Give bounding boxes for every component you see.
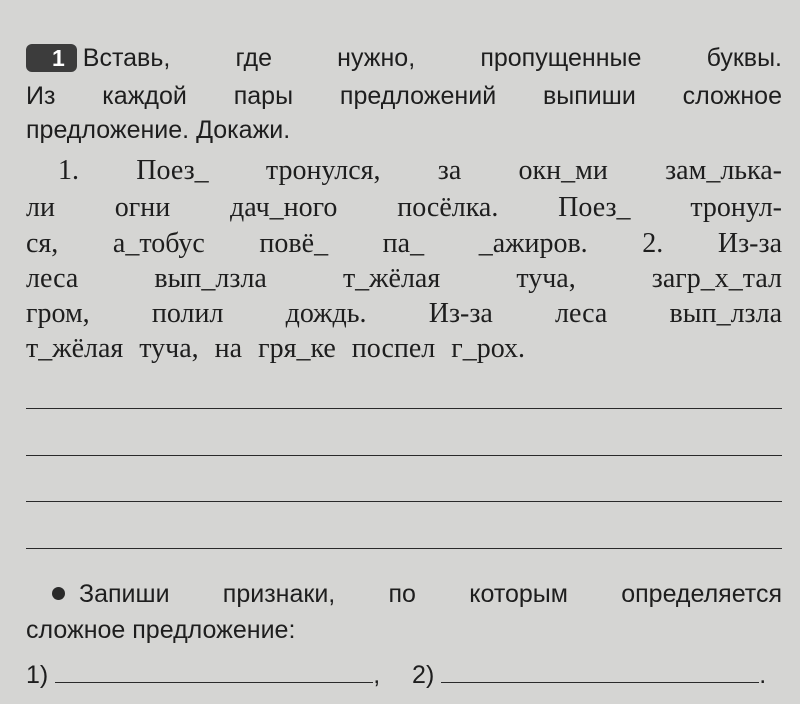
task-number-badge: 1 — [26, 44, 77, 72]
comma: , — [373, 661, 381, 689]
task-header-line-3: предложение. Докажи. — [26, 116, 291, 144]
exercise-line: 1. Поез_ тронулся, за окн_ми зам_лька- — [58, 155, 782, 186]
exercise-line: ся, а_тобус повё_ па_ _ажиров. 2. Из-за — [26, 228, 782, 259]
exercise-line: гром, полил дождь. Из-за леса вып_лзла — [26, 298, 782, 329]
question-line-1 — [26, 580, 782, 609]
period: . — [759, 661, 767, 689]
exercise-line: т_жёлая туча, на гря_ке поспел г_рох. — [26, 333, 526, 364]
exercise-line: леса вып_лзла т_жёлая туча, загр_х_тал — [26, 263, 782, 294]
answer-2-blank[interactable] — [441, 660, 759, 683]
answer-line[interactable] — [26, 501, 782, 502]
question-line-2: сложное предложение: — [26, 616, 296, 644]
answer-1-label: 1) — [26, 661, 49, 689]
answer-row — [26, 660, 782, 690]
task-header-line-1 — [26, 44, 782, 73]
exercise-line: ли огни дач_ного посёлка. Поез_ тронул- — [26, 192, 782, 223]
answer-line[interactable] — [26, 455, 782, 456]
bullet-icon — [52, 587, 65, 600]
answer-line[interactable] — [26, 408, 782, 409]
task-header-line-2: Из каждой пары предложений выпиши сложное — [26, 82, 782, 110]
header-text: Вставь, где нужно, пропущенные буквы. — [82, 44, 782, 72]
question-text: Запиши признаки, по которым определяется — [79, 580, 782, 608]
answer-1-blank[interactable] — [55, 660, 373, 683]
answer-line[interactable] — [26, 548, 782, 549]
answer-2-label: 2) — [412, 661, 435, 689]
